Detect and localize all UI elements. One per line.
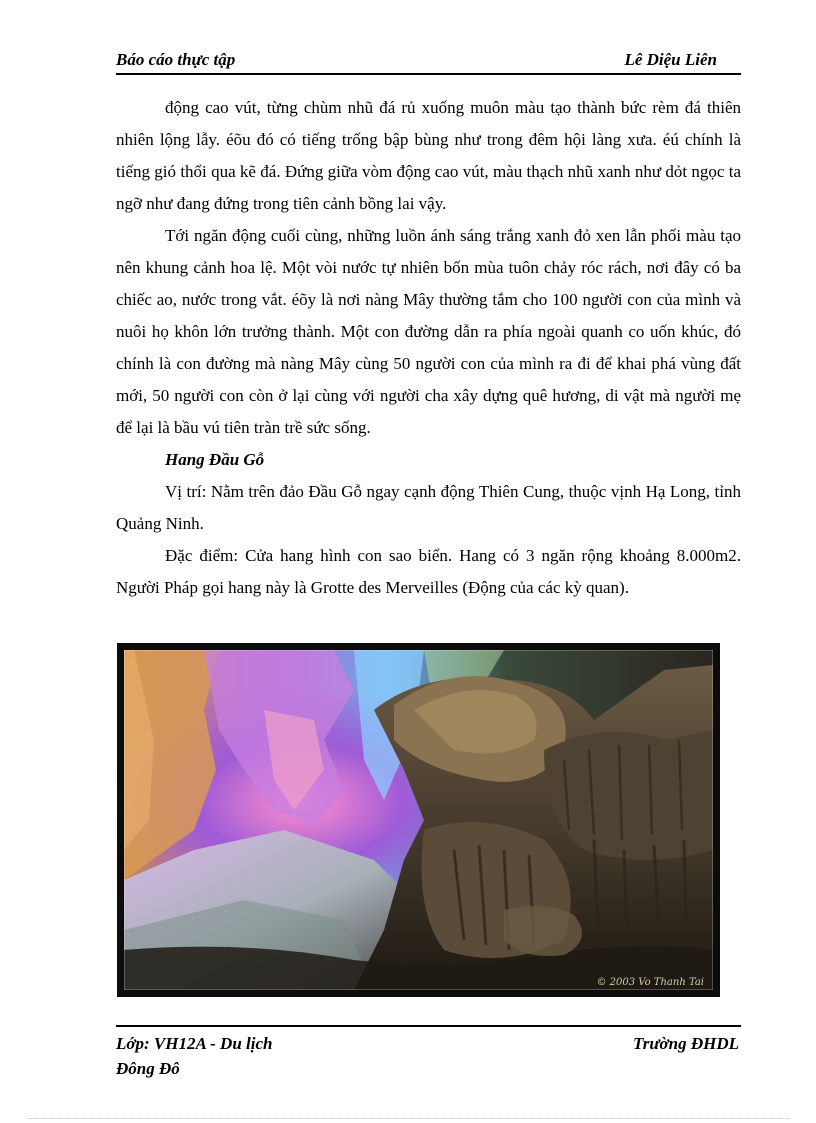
header-report-title: Báo cáo thực tập xyxy=(116,50,236,69)
footer-class-line2: Đông Đô xyxy=(116,1059,180,1078)
page-header xyxy=(116,50,741,74)
page-bottom-dotted-line xyxy=(28,1118,788,1119)
paragraph-features: Đặc điểm: Cửa hang hình con sao biển. Hang có 3 ngăn rộng khoảng 8.000m2. Người Pháp gọi hang này là Grotte des Merveilles (Động của các kỳ quan). xyxy=(116,546,741,597)
paragraph-location: Vị trí: Nằm trên đảo Đầu Gỗ ngay cạnh động Thiên Cung, thuộc vịnh Hạ Long, tỉnh Quảng Ninh. xyxy=(116,482,741,533)
paragraph-last-chamber: Tới ngăn động cuối cùng, những luồn ánh sáng trắng xanh đỏ xen lẫn phối màu tạo nên khung cảnh hoa lệ. Một vòi nước tự nhiên bốn mùa tuôn chảy róc rách, nơi đây có ba chiếc ao, nước trong vắt. éõy là nơi nàng Mây thường tắm cho 100 người con của mình và nuôi họ khôn lớn trưởng thành. Một con đường dẫn ra phía ngoài quanh co uốn khúc, đó chính là con đường mà nàng Mây cùng 50 người con của mình ra đi để khai phá vùng đất mới, 50 người con còn ở lại cùng với người cha xây dựng quê hương, di vật mà người mẹ để lại là bầu vú tiên tràn trề sức sống. xyxy=(116,226,741,437)
header-divider xyxy=(116,73,741,75)
document-body xyxy=(116,92,741,604)
paragraph-cave-ceiling: động cao vút, từng chùm nhũ đá rủ xuống muôn màu tạo thành bức rèm đá thiên nhiên lộng lẫy. éõu đó có tiếng trống bập bùng như trong đêm hội làng xưa. éú chính là tiếng gió thổi qua kẽ đá. Đứng giữa vòm động cao vút, màu thạch nhũ xanh như dỏt ngọc ta ngỡ như đang đứng trong tiên cảnh bồng lai vậy. xyxy=(116,98,741,213)
photo-credit: © 2003 Vo Thanh Tai xyxy=(596,977,704,988)
page-footer xyxy=(116,1031,741,1081)
header-author-name: Lê Diệu Liên xyxy=(624,50,717,69)
section-heading-hang-dau-go: Hang Đầu Gỗ xyxy=(165,450,265,469)
footer-school: Trường ĐHDL xyxy=(632,1034,739,1053)
cave-photo xyxy=(117,643,720,997)
footer-class-line1: Lớp: VH12A - Du lịch xyxy=(116,1034,273,1053)
cave-photo-image xyxy=(124,650,713,990)
footer-divider xyxy=(116,1025,741,1027)
